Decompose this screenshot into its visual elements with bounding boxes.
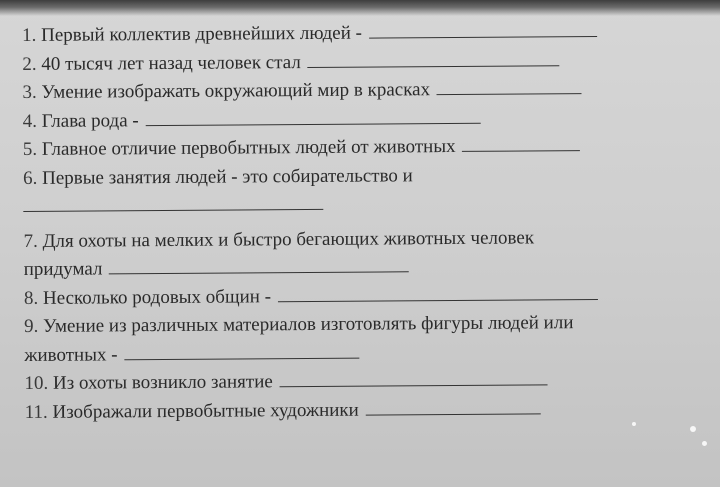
answer-blank[interactable] bbox=[145, 107, 480, 125]
answer-blank[interactable] bbox=[278, 283, 598, 301]
question-text: Изображали первобытные художники bbox=[52, 399, 359, 423]
glare-speck bbox=[632, 422, 636, 426]
question-number: 2. bbox=[22, 53, 37, 75]
question-text: Главное отличие первобытных людей от животных bbox=[41, 135, 456, 160]
answer-blank[interactable] bbox=[462, 135, 580, 152]
question-6-continuation bbox=[23, 188, 703, 221]
question-text: Умение из различных материалов изготовлять фигуры людей или bbox=[43, 312, 574, 337]
glare-speck bbox=[702, 441, 707, 446]
answer-blank[interactable] bbox=[124, 342, 359, 360]
question-number: 10. bbox=[24, 372, 49, 394]
question-11 bbox=[25, 394, 705, 427]
question-number: 1. bbox=[22, 24, 37, 46]
answer-blank[interactable] bbox=[437, 78, 582, 95]
question-number: 3. bbox=[22, 81, 37, 103]
question-text: Умение изображать окружающий мир в красках bbox=[41, 79, 431, 103]
question-number: 9. bbox=[24, 315, 39, 337]
glare-speck bbox=[690, 426, 696, 432]
question-number: 8. bbox=[23, 287, 39, 309]
answer-blank[interactable] bbox=[365, 398, 540, 415]
question-text: Глава рода - bbox=[41, 109, 139, 132]
question-text: Несколько родовых общин - bbox=[42, 285, 272, 309]
answer-blank[interactable] bbox=[279, 369, 547, 387]
question-text: Первые занятия людей - это собирательство и bbox=[42, 164, 413, 189]
worksheet bbox=[22, 17, 705, 427]
question-text: 40 тысяч лет назад человек стал bbox=[41, 51, 301, 75]
question-number: 5. bbox=[22, 138, 38, 160]
question-number: 4. bbox=[22, 110, 38, 132]
answer-blank[interactable] bbox=[23, 194, 323, 212]
question-text: Для охоты на мелких и быстро бегающих животных человек bbox=[42, 226, 535, 252]
question-number: 6. bbox=[23, 167, 38, 189]
question-text-continuation: придумал bbox=[23, 258, 103, 280]
question-text: Первый коллектив древнейших людей - bbox=[41, 22, 363, 46]
question-text: Из охоты возникло занятие bbox=[52, 371, 273, 394]
answer-blank[interactable] bbox=[307, 50, 559, 68]
question-text-continuation: животных - bbox=[24, 343, 118, 366]
question-number: 7. bbox=[23, 230, 38, 252]
question-number: 11. bbox=[24, 401, 48, 423]
answer-blank[interactable] bbox=[369, 21, 597, 39]
dark-top-edge bbox=[0, 0, 720, 16]
answer-blank[interactable] bbox=[109, 256, 409, 274]
